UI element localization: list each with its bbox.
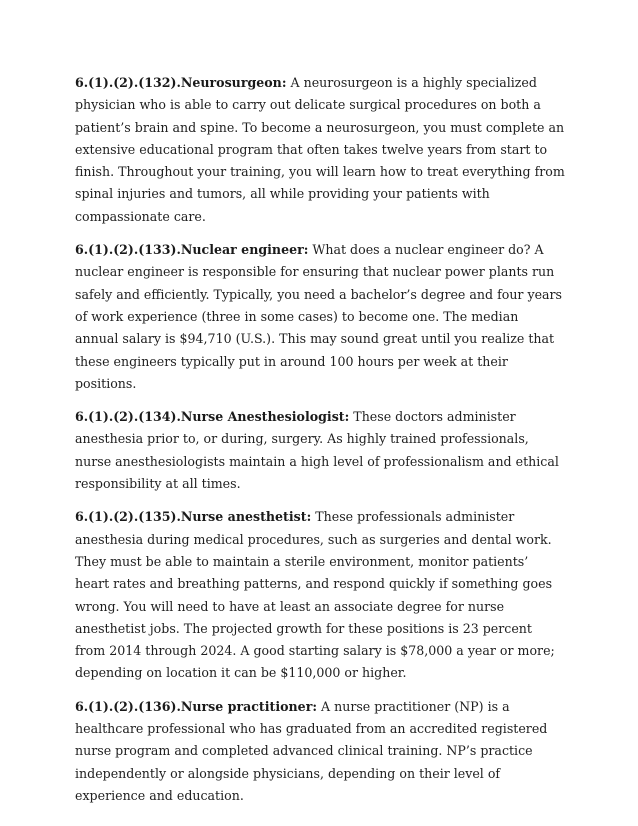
entry-title: 6.(1).(2).(136).Nurse practitioner: (75, 698, 317, 714)
entry-title: 6.(1).(2).(133).Nuclear engineer: (75, 242, 309, 258)
document-body (75, 72, 565, 818)
entry-title: 6.(1).(2).(135).Nurse anesthetist: (75, 509, 312, 525)
entry-nuclear-engineer (75, 239, 565, 395)
entry-text: A nurse practitioner (NP) is a healthcare professional who has graduated from an accredited registered nurse program and completed advanced clinical training. NP’s practice independently or alongside physicians, depending on their level of experience and education. (75, 698, 548, 803)
entry-text: A neurosurgeon is a highly specialized physician who is able to carry out delicate surgical procedures on both a patient’s brain and spine. To become a neurosurgeon, you must complete an extensive educational program that often takes twelve years from start to finish. Throughout your training, you will learn how to treat everything from spinal injuries and tumors, all while providing your patients with compassionate care. (75, 75, 565, 224)
entry-text: These doctors administer anesthesia prior to, or during, surgery. As highly trained professionals, nurse anesthesiologists maintain a high level of professionalism and ethical responsibility at all times. (75, 409, 559, 492)
entry-nurse-anesthetist (75, 506, 565, 684)
entry-title: 6.(1).(2).(132).Neurosurgeon: (75, 75, 287, 90)
entry-title: 6.(1).(2).(134).Nurse Anesthesiologist: (75, 409, 350, 425)
entry-nurse-practitioner (75, 696, 565, 807)
entry-neurosurgeon (75, 72, 565, 228)
entry-text: These professionals administer anesthesia during medical procedures, such as surgeries and dental work. They must be able to maintain a sterile environment, monitor patients’ heart rates and breathing patterns, and respond quickly if something goes wrong. You will need to have at least an associate degree for nurse anesthetist jobs. The projected growth for these positions is 23 percent from 2014 through 2024. A good starting salary is $78,000 a year or more; depending on location it can be $110,000 or higher. (75, 509, 555, 681)
entry-text: What does a nuclear engineer do? A nuclear engineer is responsible for ensuring that nuclear power plants run safely and efficiently. Typically, you need a bachelor’s degree and four years of work experience (three in some cases) to become one. The median annual salary is $94,710 (U.S.). This may sound great until you realize that these engineers typically put in around 100 hours per week at their positions. (75, 242, 563, 391)
entry-nurse-anesthesiologist (75, 406, 565, 495)
